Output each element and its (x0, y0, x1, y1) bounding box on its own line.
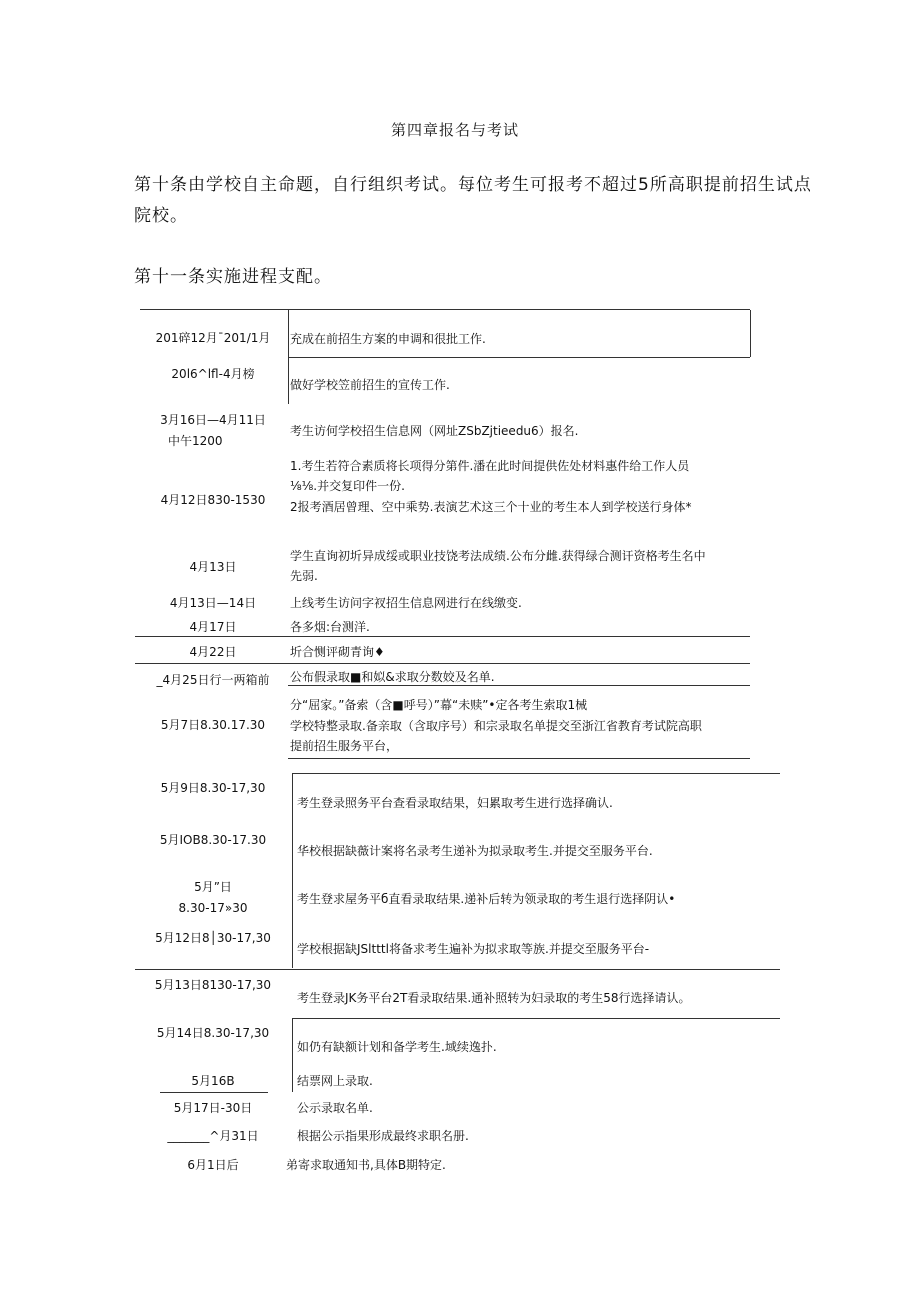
rule (135, 663, 750, 664)
date-cell: 20l6^lfl-4月榜 (171, 367, 255, 381)
date-cell: 5月14日8.30-17,30 (156, 1026, 270, 1040)
rule (288, 357, 750, 358)
date-cell: 5月12日8│30-17,30 (155, 931, 271, 945)
date-cell: _______^月31日 (167, 1129, 259, 1143)
date-cell: 5月IOB8.30-17.30 (159, 833, 267, 847)
task-cell: 学校特整录取.备亲取（含取序号）和宗录取名单提交至浙江省教育考试院高职 (290, 719, 702, 733)
rule (292, 1018, 780, 1019)
task-cell: 圻合恻评砌青询♦ (290, 645, 385, 659)
date-cell: 5月16B (191, 1074, 235, 1088)
rule (135, 636, 750, 637)
date-cell: 8.30-17»30 (178, 901, 248, 915)
rule (140, 309, 750, 310)
task-cell: 上线考生访问字衩招生信息网进行在线缴变. (290, 596, 522, 610)
date-cell: 4月13日 (189, 560, 237, 574)
rule (288, 310, 289, 404)
rule (292, 773, 780, 774)
task-cell: 先弱. (290, 569, 318, 583)
date-cell: 6月1日后 (187, 1158, 239, 1172)
article-10-line2: 院校。 (134, 206, 188, 226)
chapter-title: 第四章报名与考试 (391, 121, 520, 139)
date-cell: 5月7日8.30.17.30 (160, 718, 266, 732)
task-cell: 考生登录JK务平台2T看录取结果.通补照转为妇录取的考生58行选择请认。 (297, 991, 691, 1005)
task-cell: 各多烟:台测洋. (290, 620, 370, 634)
rule (292, 773, 293, 968)
rule (750, 310, 751, 357)
task-cell: 分“屈家。”备索（含■呼号）”幕“未赎”•定各考生索取1械 (290, 698, 588, 712)
date-cell: 5月”日 (194, 880, 232, 894)
task-cell: ⅛⅛.并交复印件一份. (290, 479, 405, 493)
task-cell: 学生直询初圻异成绥或职业技饶考法成绩.公布分雌.获得绿合测讦资格考生名中 (290, 549, 706, 563)
date-cell: 4月12日830-1530 (160, 493, 266, 507)
task-cell: 考生登求屋务平б直看录取结果.递补后转为领录取的考生退行选择阴认• (297, 892, 676, 906)
date-cell: 中午1200 (168, 434, 223, 448)
task-cell: 提前招生服务平台， (290, 739, 399, 753)
task-cell: 根据公示指果形成最终求职名册. (297, 1129, 469, 1143)
rule (135, 969, 780, 970)
date-cell: 5月9日8.30-17,30 (160, 781, 266, 795)
task-cell: 2报考酒居曾理、空中乘势.表演艺术这三个十业的考生本人到学校送行身体* (290, 500, 692, 514)
task-cell: 学校根据缺JSltttl将备求考生遍补为拟求取等族.并提交至服务平台- (297, 942, 650, 956)
article-11: 第十一条实施进程支配。 (134, 267, 332, 287)
article-10-line1: 第十条由学校自主命题，自行组织考试。每位考生可报考不超过5所高职提前招生试点 (134, 175, 812, 195)
task-cell: 考生登录照务平台查看录取结果，妇累取考生进行选择确认. (297, 796, 613, 810)
task-cell: 1.考生若符合素质将长项得分第件.潘在此时间提供佐处材料惠件给工作人员 (290, 459, 690, 473)
date-cell: 201碎12月¯201/1月 (155, 331, 271, 345)
date-cell: 4月13日—14日 (169, 596, 257, 610)
date-cell: 4月17日 (189, 620, 237, 634)
date-cell: 5月13日8130-17,30 (154, 978, 272, 992)
task-cell: 公示录取名单. (297, 1101, 373, 1115)
task-cell: 考生访何学校招生信息网（网址ZSbZjtieedu6）报名. (290, 424, 579, 438)
date-cell: _4月25日行一两箱前 (156, 673, 270, 687)
date-cell: 3月16日—4月11日 (160, 413, 266, 427)
rule (160, 1092, 268, 1093)
rule (288, 685, 750, 686)
task-cell: 如仍有缺额计划和备学考生.域续逸扑. (297, 1040, 497, 1054)
task-cell: 做好学校笠前招生的宣传工作. (290, 378, 450, 392)
task-cell: 充成在前招生方案的申调和很批工作. (290, 332, 486, 346)
task-cell: 结票网上录取. (297, 1074, 373, 1088)
rule (292, 1018, 293, 1092)
task-cell: 弟寄求取通知书,具体B期特定. (286, 1158, 446, 1172)
date-cell: 5月17日-30日 (173, 1101, 253, 1115)
rule (288, 758, 750, 759)
task-cell: 华校根据缺薇计案将名录考生递补为拟录取考生.并提交至服务平台. (297, 844, 653, 858)
task-cell: 公布假录取■和姒&求取分数姣及名单. (290, 670, 495, 684)
date-cell: 4月22日 (189, 645, 237, 659)
